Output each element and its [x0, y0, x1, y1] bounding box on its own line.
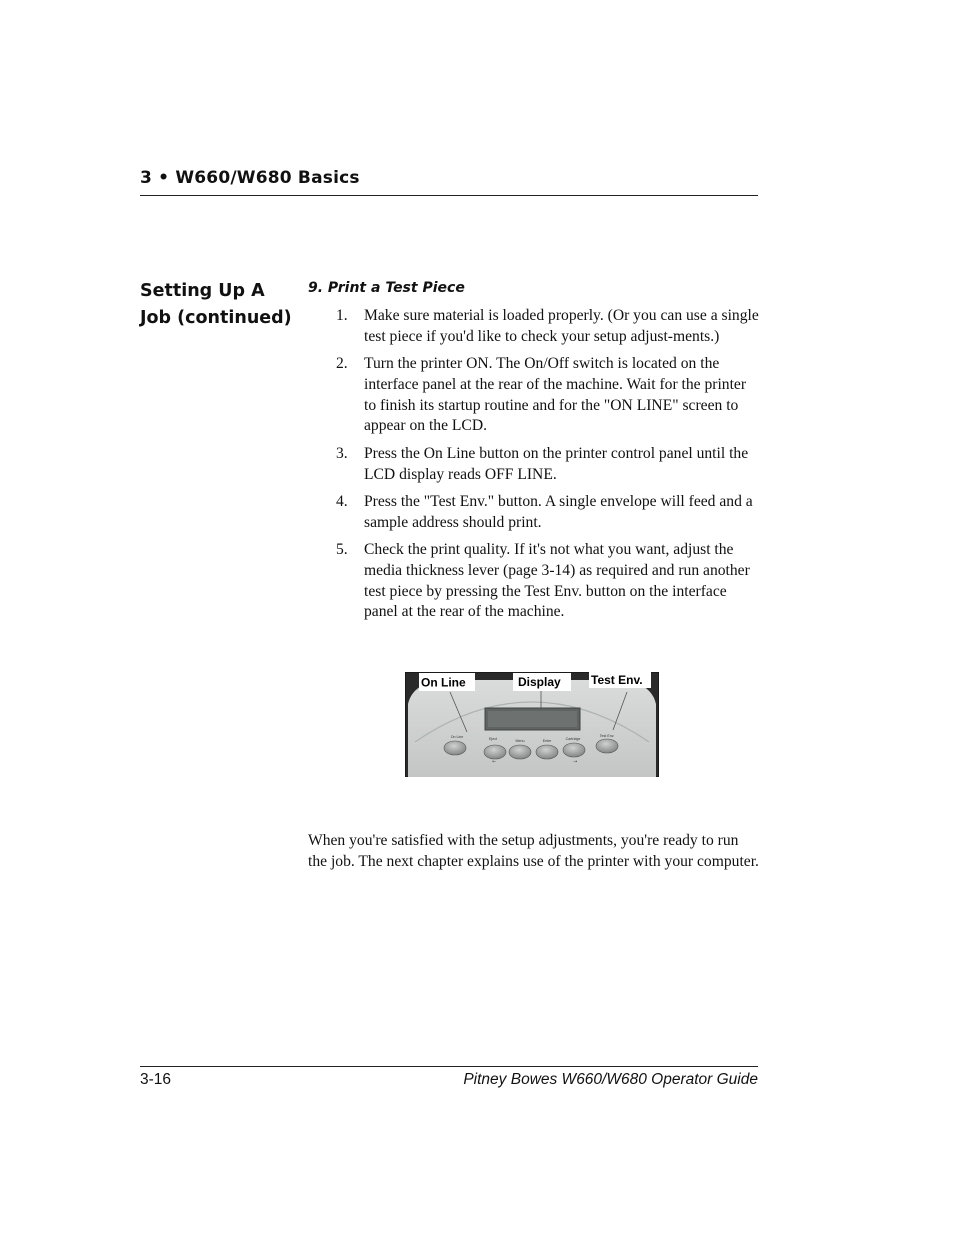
step-item: [308, 354, 760, 437]
step-number: 5.: [336, 540, 348, 558]
section-heading-line-2: Job (continued): [140, 308, 292, 328]
step-heading: 9. Print a Test Piece: [308, 280, 465, 296]
step-item: [308, 492, 760, 534]
step-item: [308, 540, 760, 623]
enter-button: [536, 745, 558, 759]
control-panel-photo: [405, 672, 659, 777]
step-text: Press the On Line button on the printer control panel until the LCD display reads OFF LINE.: [364, 444, 749, 483]
guide-title: Pitney Bowes W660/W680 Operator Guide: [463, 1071, 758, 1088]
testenv-button: [596, 739, 618, 753]
online-button: [444, 741, 466, 755]
button-label-testenv: Test Env.: [599, 734, 615, 738]
arrow-left-icon: ←: [492, 759, 497, 765]
eject-button: [484, 745, 506, 759]
arrow-right-icon: →: [573, 759, 578, 765]
section-heading-line-1: Setting Up A: [140, 281, 265, 301]
cartridge-button: [563, 743, 585, 757]
step-number: 1.: [336, 307, 348, 324]
lcd-screen: [488, 711, 577, 727]
callout-testenv: Test Env.: [591, 673, 643, 687]
steps-list: [308, 306, 760, 630]
chapter-header: 3 • W660/W680 Basics: [140, 168, 360, 188]
callout-online: On Line: [421, 675, 466, 690]
header-divider: [140, 195, 758, 196]
step-number: 2.: [336, 355, 348, 373]
menu-button: [509, 745, 531, 759]
section-heading: [140, 278, 300, 332]
callout-display: Display: [518, 675, 561, 689]
closing-paragraph: When you're satisfied with the setup adjustments, you're ready to run the job. The next chapter explains use of the printer with your computer.: [308, 832, 759, 870]
step-text: Turn the printer ON. The On/Off switch is located on the interface panel at the rear of the machine. Wait for the printer to finish its startup routine and for the "ON LINE" screen to appear on the LCD.: [364, 355, 747, 435]
button-label-eject: Eject: [489, 737, 497, 741]
step-item: [308, 306, 760, 348]
button-label-online: On Line: [450, 735, 464, 739]
step-text: Press the "Test Env." button. A single envelope will feed and a sample address should print.: [364, 492, 753, 531]
button-label-enter: Enter: [542, 739, 552, 743]
step-text: Make sure material is loaded properly. (Or you can use a single test piece if you'd like to check your setup adjust-ments.): [364, 307, 759, 345]
step-number: 3.: [336, 444, 348, 462]
button-label-cartridge: Cartridge: [565, 737, 581, 741]
page-number: 3-16: [140, 1071, 172, 1088]
button-label-menu: Menu: [515, 739, 525, 743]
footer-divider: [140, 1066, 758, 1067]
step-text: Check the print quality. If it's not what you want, adjust the media thickness lever (page 3-14) as required and run another test piece by pressing the Test Env. button on the interface panel at the rear of the machine.: [364, 540, 750, 621]
step-number: 4.: [336, 492, 348, 510]
step-item: [308, 444, 760, 486]
